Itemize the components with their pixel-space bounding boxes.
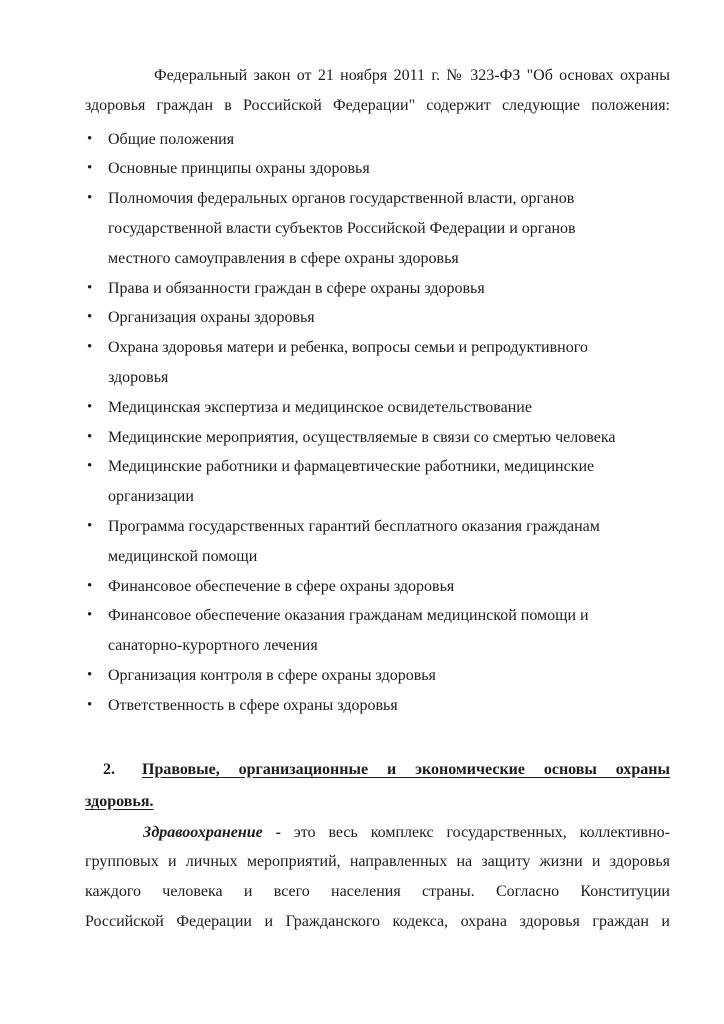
list-item-text: Права и обязанности граждан в сфере охраны здоровья: [108, 279, 485, 297]
list-item-text: местного самоуправления в сфере охраны здоровья: [108, 249, 459, 267]
list-item-text: здоровья: [108, 368, 169, 386]
list-item-text: Организация охраны здоровья: [108, 309, 315, 327]
section-title-line: здоровья.: [85, 792, 154, 810]
section-number: 2.: [103, 760, 115, 778]
list-item: [85, 452, 670, 512]
list-item-text: Полномочия федеральных органов государственной власти, органов: [108, 190, 575, 208]
bullet-marker-icon: •: [87, 517, 93, 534]
body-line: это весь комплекс государственных, коллективно-: [293, 823, 671, 841]
intro-paragraph: [85, 61, 670, 121]
list-item: [85, 303, 670, 333]
list-item-text: медицинской помощи: [108, 547, 258, 565]
bullet-marker-icon: •: [87, 160, 93, 177]
body-line: каждого человека и всего населения страны. Согласно Конституции: [85, 883, 670, 901]
section-title-line: Правовые, организационные и экономические основы охраны: [142, 760, 670, 778]
list-item-text: Общие положения: [108, 130, 235, 148]
list-item-text: организации: [108, 488, 194, 506]
list-item-text: Финансовое обеспечение оказания гражданам медицинской помощи и: [108, 607, 589, 625]
list-item-text: Программа государственных гарантий бесплатного оказания гражданам: [108, 517, 600, 535]
bullet-list: [85, 125, 670, 721]
list-item-text: Ответственность в сфере охраны здоровья: [108, 696, 398, 714]
term-healthcare: Здравоохранение: [143, 823, 263, 841]
list-item: [85, 661, 670, 691]
list-item: [85, 512, 670, 572]
list-item: [85, 154, 670, 184]
list-item: [85, 125, 670, 155]
list-item-text: Основные принципы охраны здоровья: [108, 160, 370, 178]
list-item: [85, 423, 670, 453]
list-item: [85, 274, 670, 304]
bullet-marker-icon: •: [87, 130, 93, 147]
bullet-marker-icon: •: [87, 696, 93, 713]
list-item: [85, 184, 670, 273]
list-item: [85, 572, 670, 602]
list-item: [85, 601, 670, 661]
bullet-marker-icon: •: [87, 279, 93, 296]
list-item: [85, 691, 670, 721]
list-item-text: Финансовое обеспечение в сфере охраны здоровья: [108, 577, 455, 595]
list-item-text: Охрана здоровья матери и ребенка, вопросы семьи и репродуктивного: [108, 339, 588, 357]
list-item: [85, 393, 670, 423]
body-line: Российской Федерации и Гражданского кодекса, охрана здоровья граждан и: [85, 912, 670, 930]
list-item: [85, 333, 670, 393]
body-paragraph: [85, 818, 670, 937]
bullet-marker-icon: •: [87, 428, 93, 445]
bullet-marker-icon: •: [87, 190, 93, 207]
list-item-text: Медицинские работники и фармацевтические работники, медицинские: [108, 458, 595, 476]
section-heading: [85, 754, 670, 818]
term-dash: -: [262, 823, 294, 841]
bullet-marker-icon: •: [87, 458, 93, 475]
intro-line: здоровья граждан в Российской Федерации" содержит следующие положения:: [85, 96, 670, 114]
bullet-marker-icon: •: [87, 666, 93, 683]
list-item-text: государственной власти субъектов Российской Федерации и органов: [108, 219, 576, 237]
bullet-marker-icon: •: [87, 309, 93, 326]
intro-line: Федеральный закон от 21 ноября 2011 г. № 323-ФЗ "Об основах охраны: [154, 67, 670, 84]
bullet-marker-icon: •: [87, 398, 93, 415]
bullet-marker-icon: •: [87, 607, 93, 624]
bullet-marker-icon: •: [87, 577, 93, 594]
list-item-text: Медицинские мероприятия, осуществляемые в связи со смертью человека: [108, 428, 616, 446]
list-item-text: Медицинская экспертиза и медицинское освидетельствование: [108, 398, 532, 416]
list-item-text: санаторно-курортного лечения: [108, 637, 318, 655]
bullet-marker-icon: •: [87, 339, 93, 356]
body-line: групповых и личных мероприятий, направленных на защиту жизни и здоровья: [85, 853, 670, 871]
list-item-text: Организация контроля в сфере охраны здоровья: [108, 666, 436, 684]
